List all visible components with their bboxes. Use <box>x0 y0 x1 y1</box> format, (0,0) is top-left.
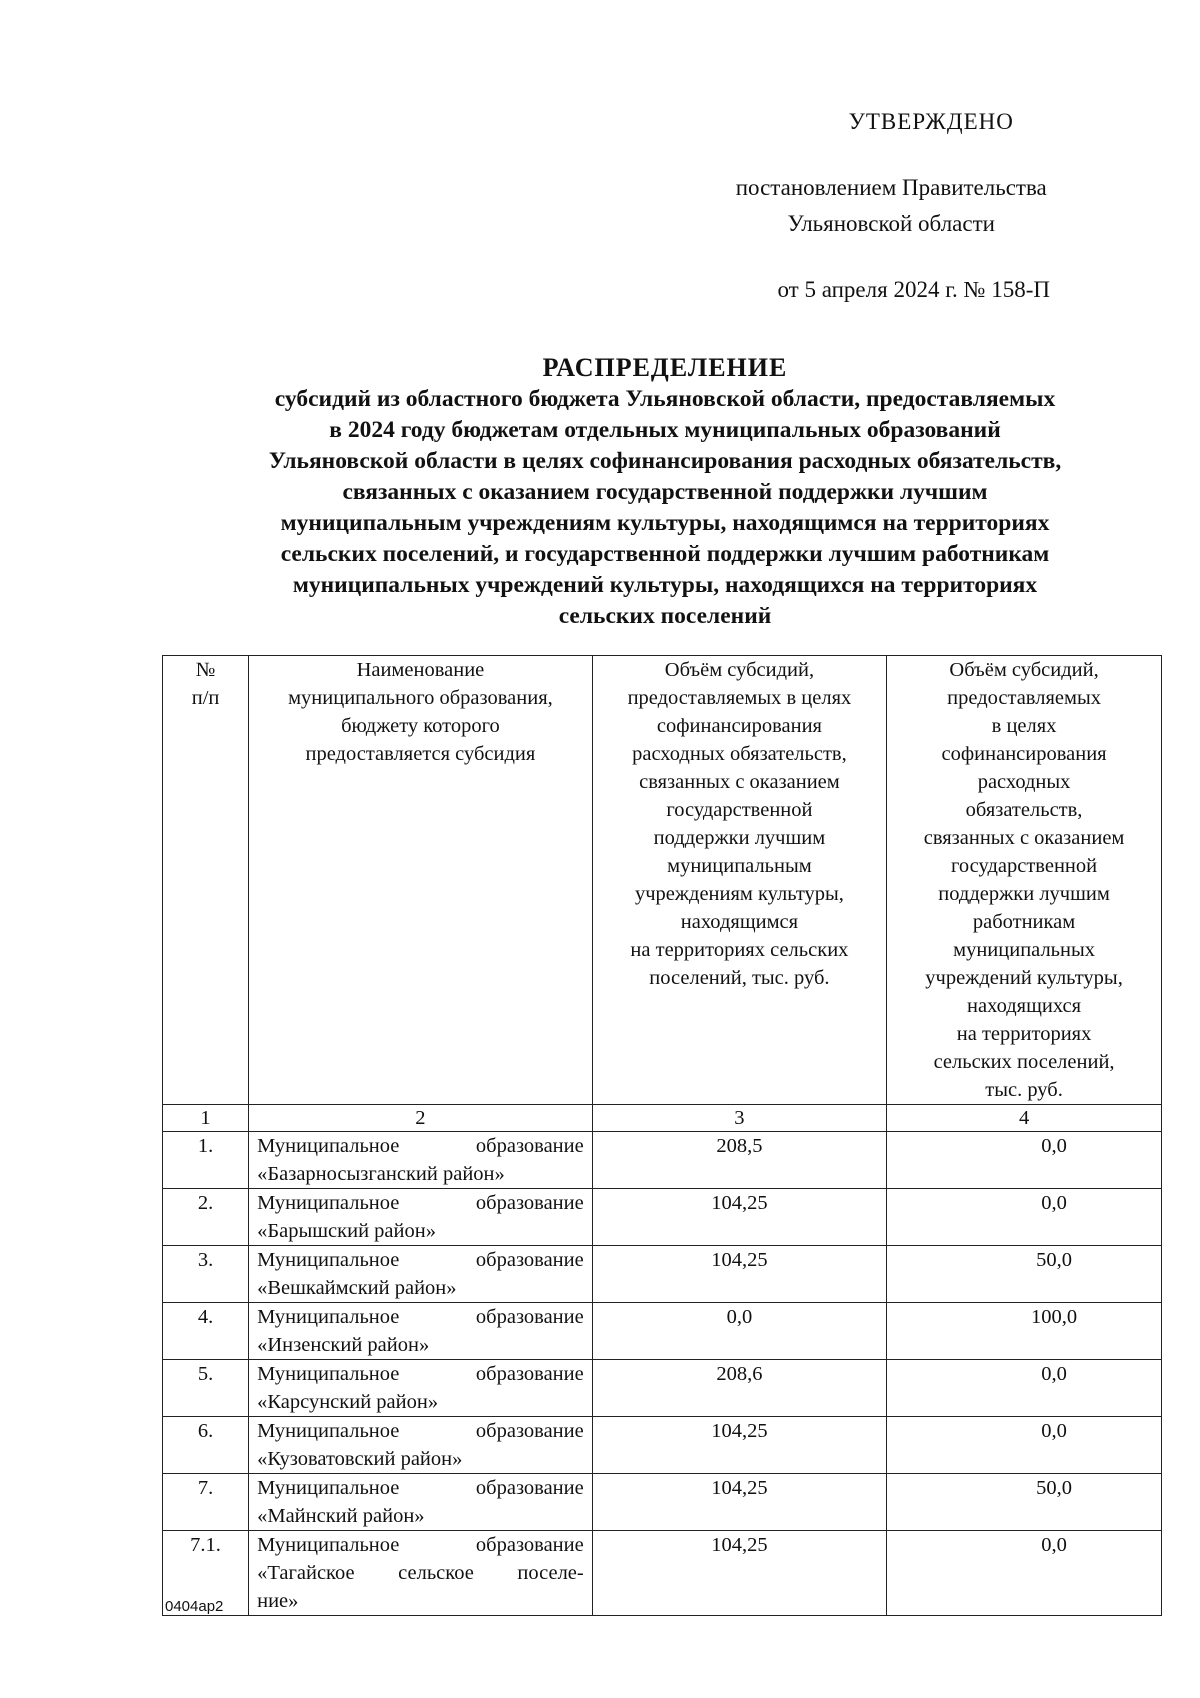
subsidy-workers-cell <box>887 1189 1162 1246</box>
approval-by-line2: Ульяновской области <box>787 211 995 236</box>
subsidy-workers-cell <box>887 1360 1162 1417</box>
subsidy-institutions-value: 0,0 <box>592 1303 886 1360</box>
row-number: 4. <box>163 1303 249 1360</box>
subsidy-institutions-value: 104,25 <box>592 1246 886 1303</box>
municipality-name-line: ние» <box>257 1590 299 1612</box>
subsidy-workers-cell <box>887 1474 1162 1531</box>
row-number: 1. <box>163 1132 249 1189</box>
subsidy-institutions-value: 104,25 <box>592 1474 886 1531</box>
footer-code: 0404ap2 <box>165 1598 224 1615</box>
table-header-row <box>163 656 1162 1105</box>
municipality-name-line: «Барышский район» <box>257 1220 436 1242</box>
approval-block <box>732 104 1050 308</box>
row-number: 7. <box>163 1474 249 1531</box>
municipality-name-line: Муниципальное образование <box>257 1192 584 1214</box>
municipality-name-line: Муниципальное образование <box>257 1363 584 1385</box>
subsidy-workers-cell <box>887 1132 1162 1189</box>
approval-stamp: УТВЕРЖДЕНО <box>848 109 1014 134</box>
municipality-name <box>249 1531 593 1616</box>
document-title: РАСПРЕДЕЛЕНИЕ <box>542 353 788 382</box>
subsidy-workers-value: 0,0 <box>1041 1420 1067 1442</box>
row-number: 3. <box>163 1246 249 1303</box>
subsidy-institutions-value: 208,5 <box>592 1132 886 1189</box>
subsidy-institutions-value: 104,25 <box>592 1417 886 1474</box>
municipality-name-line: Муниципальное образование <box>257 1477 584 1499</box>
subsidy-workers-cell <box>887 1417 1162 1474</box>
row-number: 6. <box>163 1417 249 1474</box>
subsidy-workers-cell <box>887 1303 1162 1360</box>
municipality-name-line: Муниципальное образование <box>257 1534 584 1556</box>
subsidy-workers-cell <box>887 1531 1162 1616</box>
municipality-name-line: Муниципальное образование <box>257 1306 584 1328</box>
municipality-name-line: Муниципальное образование <box>257 1420 584 1442</box>
municipality-name <box>249 1417 593 1474</box>
document-subtitle: субсидий из областного бюджета Ульяновской области, предоставляемых в 2024 году бюджетам отдельных муниципальных образований Ульяновской области в целях софинансирования расходных обязательств, связанных с оказанием государственной поддержки лучшим муниципальным учреждениям культуры, находящимся на территориях сельских поселений, и государственной поддержки лучшим работникам муниципальных учреждений культуры, находящихся на территориях сельских поселений <box>268 386 1062 629</box>
municipality-name <box>249 1303 593 1360</box>
table-row <box>163 1531 1162 1616</box>
row-number: 5. <box>163 1360 249 1417</box>
municipality-name <box>249 1360 593 1417</box>
column-number: 2 <box>249 1105 593 1132</box>
municipality-name-line: «Тагайское сельское поселе- <box>257 1562 584 1584</box>
municipality-name <box>249 1246 593 1303</box>
header-subsidy-workers: Объём субсидий, предоставляемых в целях софинансирования расходных обязательств, связанных с оказанием государственной поддержки лучшим работникам муниципальных учреждений культуры, находящихся на территориях сельских поселений, тыс. руб. <box>887 656 1162 1105</box>
subsidy-workers-cell <box>887 1246 1162 1303</box>
subsidy-institutions-value: 104,25 <box>592 1189 886 1246</box>
row-number: 7.1. <box>163 1531 249 1616</box>
municipality-name-line: «Вешкаймский район» <box>257 1277 457 1299</box>
table-row <box>163 1474 1162 1531</box>
approval-by-line1: постановлением Правительства <box>735 175 1047 200</box>
row-number: 2. <box>163 1189 249 1246</box>
municipality-name-line: «Майнский район» <box>257 1505 425 1527</box>
municipality-name-line: «Инзенский район» <box>257 1334 430 1356</box>
table-row <box>163 1303 1162 1360</box>
subsidy-institutions-value: 104,25 <box>592 1531 886 1616</box>
header-number: № п/п <box>163 656 249 1105</box>
approval-date-number: от 5 апреля 2024 г. № 158-П <box>777 277 1050 302</box>
subsidy-workers-value: 50,0 <box>1036 1477 1072 1499</box>
municipality-name <box>249 1189 593 1246</box>
column-number: 4 <box>887 1105 1162 1132</box>
municipality-name-line: Муниципальное образование <box>257 1135 584 1157</box>
subsidy-workers-value: 0,0 <box>1041 1135 1067 1157</box>
subsidy-institutions-value: 208,6 <box>592 1360 886 1417</box>
subsidy-workers-value: 50,0 <box>1036 1249 1072 1271</box>
distribution-table <box>162 655 1162 1616</box>
header-subsidy-institutions: Объём субсидий, предоставляемых в целях софинансирования расходных обязательств, связанных с оказанием государственной поддержки лучшим муниципальным учреждениям культуры, находящимся на территориях сельских поселений, тыс. руб. <box>592 656 886 1105</box>
table-row <box>163 1360 1162 1417</box>
table-row <box>163 1189 1162 1246</box>
table-row <box>163 1246 1162 1303</box>
header-municipality: Наименование муниципального образования, бюджету которого предоставляется субсидия <box>249 656 593 1105</box>
table-row <box>163 1417 1162 1474</box>
column-number: 3 <box>592 1105 886 1132</box>
municipality-name-line: Муниципальное образование <box>257 1249 584 1271</box>
table-row <box>163 1132 1162 1189</box>
municipality-name-line: «Карсунский район» <box>257 1391 439 1413</box>
subsidy-workers-value: 0,0 <box>1041 1534 1067 1556</box>
column-number: 1 <box>163 1105 249 1132</box>
municipality-name <box>249 1474 593 1531</box>
subsidy-workers-value: 0,0 <box>1041 1192 1067 1214</box>
document-heading <box>160 352 1170 632</box>
subsidy-workers-value: 100,0 <box>1031 1306 1078 1328</box>
subsidy-workers-value: 0,0 <box>1041 1363 1067 1385</box>
municipality-name-line: «Кузоватовский район» <box>257 1448 463 1470</box>
column-number-row <box>163 1105 1162 1132</box>
municipality-name <box>249 1132 593 1189</box>
municipality-name-line: «Базарносызганский район» <box>257 1163 505 1185</box>
